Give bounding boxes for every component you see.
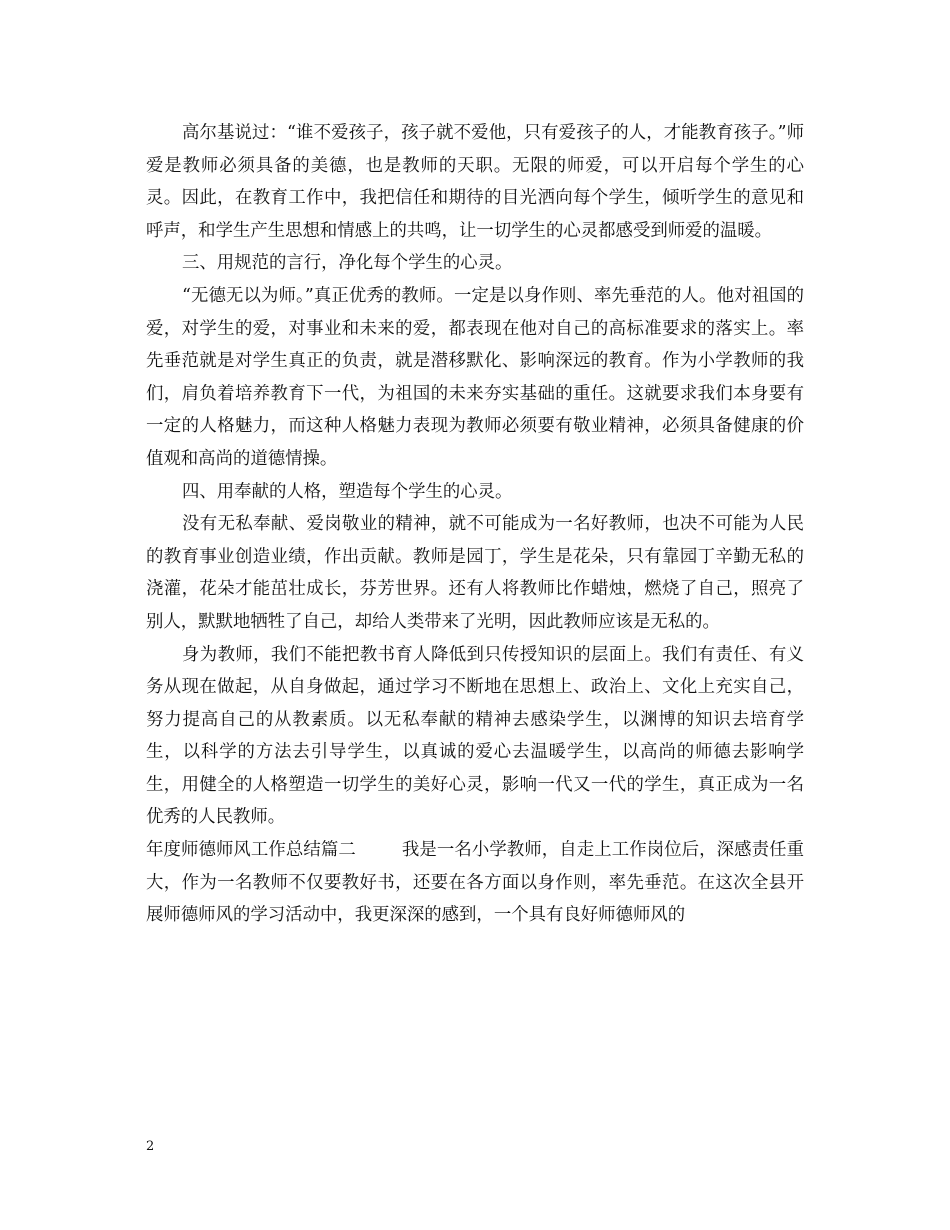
paragraph-virtue: “无德无以为师。”真正优秀的教师。一定是以身作则、率先垂范的人。他对祖国的爱，对学生的爱，对事业和未来的爱，都表现在他对自己的高标准要求的落实上。率先垂范就是对学生真正的负责，就是潜移默化、影响深远的教育。作为小学教师的我们，肩负着培养教育下一代，为祖国的未来夯实基础的重任。这就要求我们本身要有一定的人格魅力，而这种人格魅力表现为教师必须要有敬业精神，必须具备健康的价值观和高尚的道德情操。 — [146, 285, 804, 469]
paragraph-responsibility: 身为教师，我们不能把教书育人降低到只传授知识的层面上。我们有责任、有义务从现在做起，从自身做起，通过学习不断地在思想上、政治上、文化上充实自己，努力提高自己的从教素质。以无私奉献的精神去感染学生，以渊博的知识去培育学生，以科学的方法去引导学生，以真诚的爱心去温暖学生，以高尚的师德去影响学生，用健全的人格塑造一切学生的美好心灵，影响一代又一代的学生，真正成为一名优秀的人民教师。 — [146, 644, 804, 828]
paragraph-gorky-quote: 高尔基说过：“谁不爱孩子，孩子就不爱他，只有爱孩子的人，才能教育孩子。”师爱是教师必须具备的美德，也是教师的天职。无限的师爱，可以开启每个学生的心灵。因此，在教育工作中，我把信任和期待的目光洒向每个学生，倾听学生的意见和呼声，和学生产生思想和情感上的共鸣，让一切学生的心灵都感受到师爱的温暖。 — [146, 123, 804, 241]
section-heading: 年度师德师风工作总结篇二 — [146, 840, 356, 861]
paragraph-dedication: 没有无私奉献、爱岗敬业的精神，就不可能成为一名好教师，也决不可能为人民的教育事业创造业绩，作出贡献。教师是园丁，学生是花朵，只有靠园丁辛勤无私的浇灌，花朵才能茁壮成长，芬芳世界。还有人将教师比作蜡烛，燃烧了自己，照亮了别人，默默地牺牲了自己，却给人类带来了光明，因此教师应该是无私的。 — [146, 514, 804, 632]
page-number: 2 — [146, 1139, 155, 1154]
heading-section-three: 三、用规范的言行，净化每个学生的心灵。 — [182, 253, 513, 274]
paragraph-section-two — [146, 834, 804, 932]
body-text — [146, 117, 804, 932]
heading-section-four: 四、用奉献的人格，塑造每个学生的心灵。 — [182, 481, 513, 502]
section-text: 我是一名小学教师，自走上工作岗位后，深感责任重大，作为一名教师不仅要教好书，还要在各方面以身作则，率先垂范。在这次全县开展师德师风的学习活动中，我更深深的感到，一个具有良好师德师风的 — [146, 840, 804, 926]
